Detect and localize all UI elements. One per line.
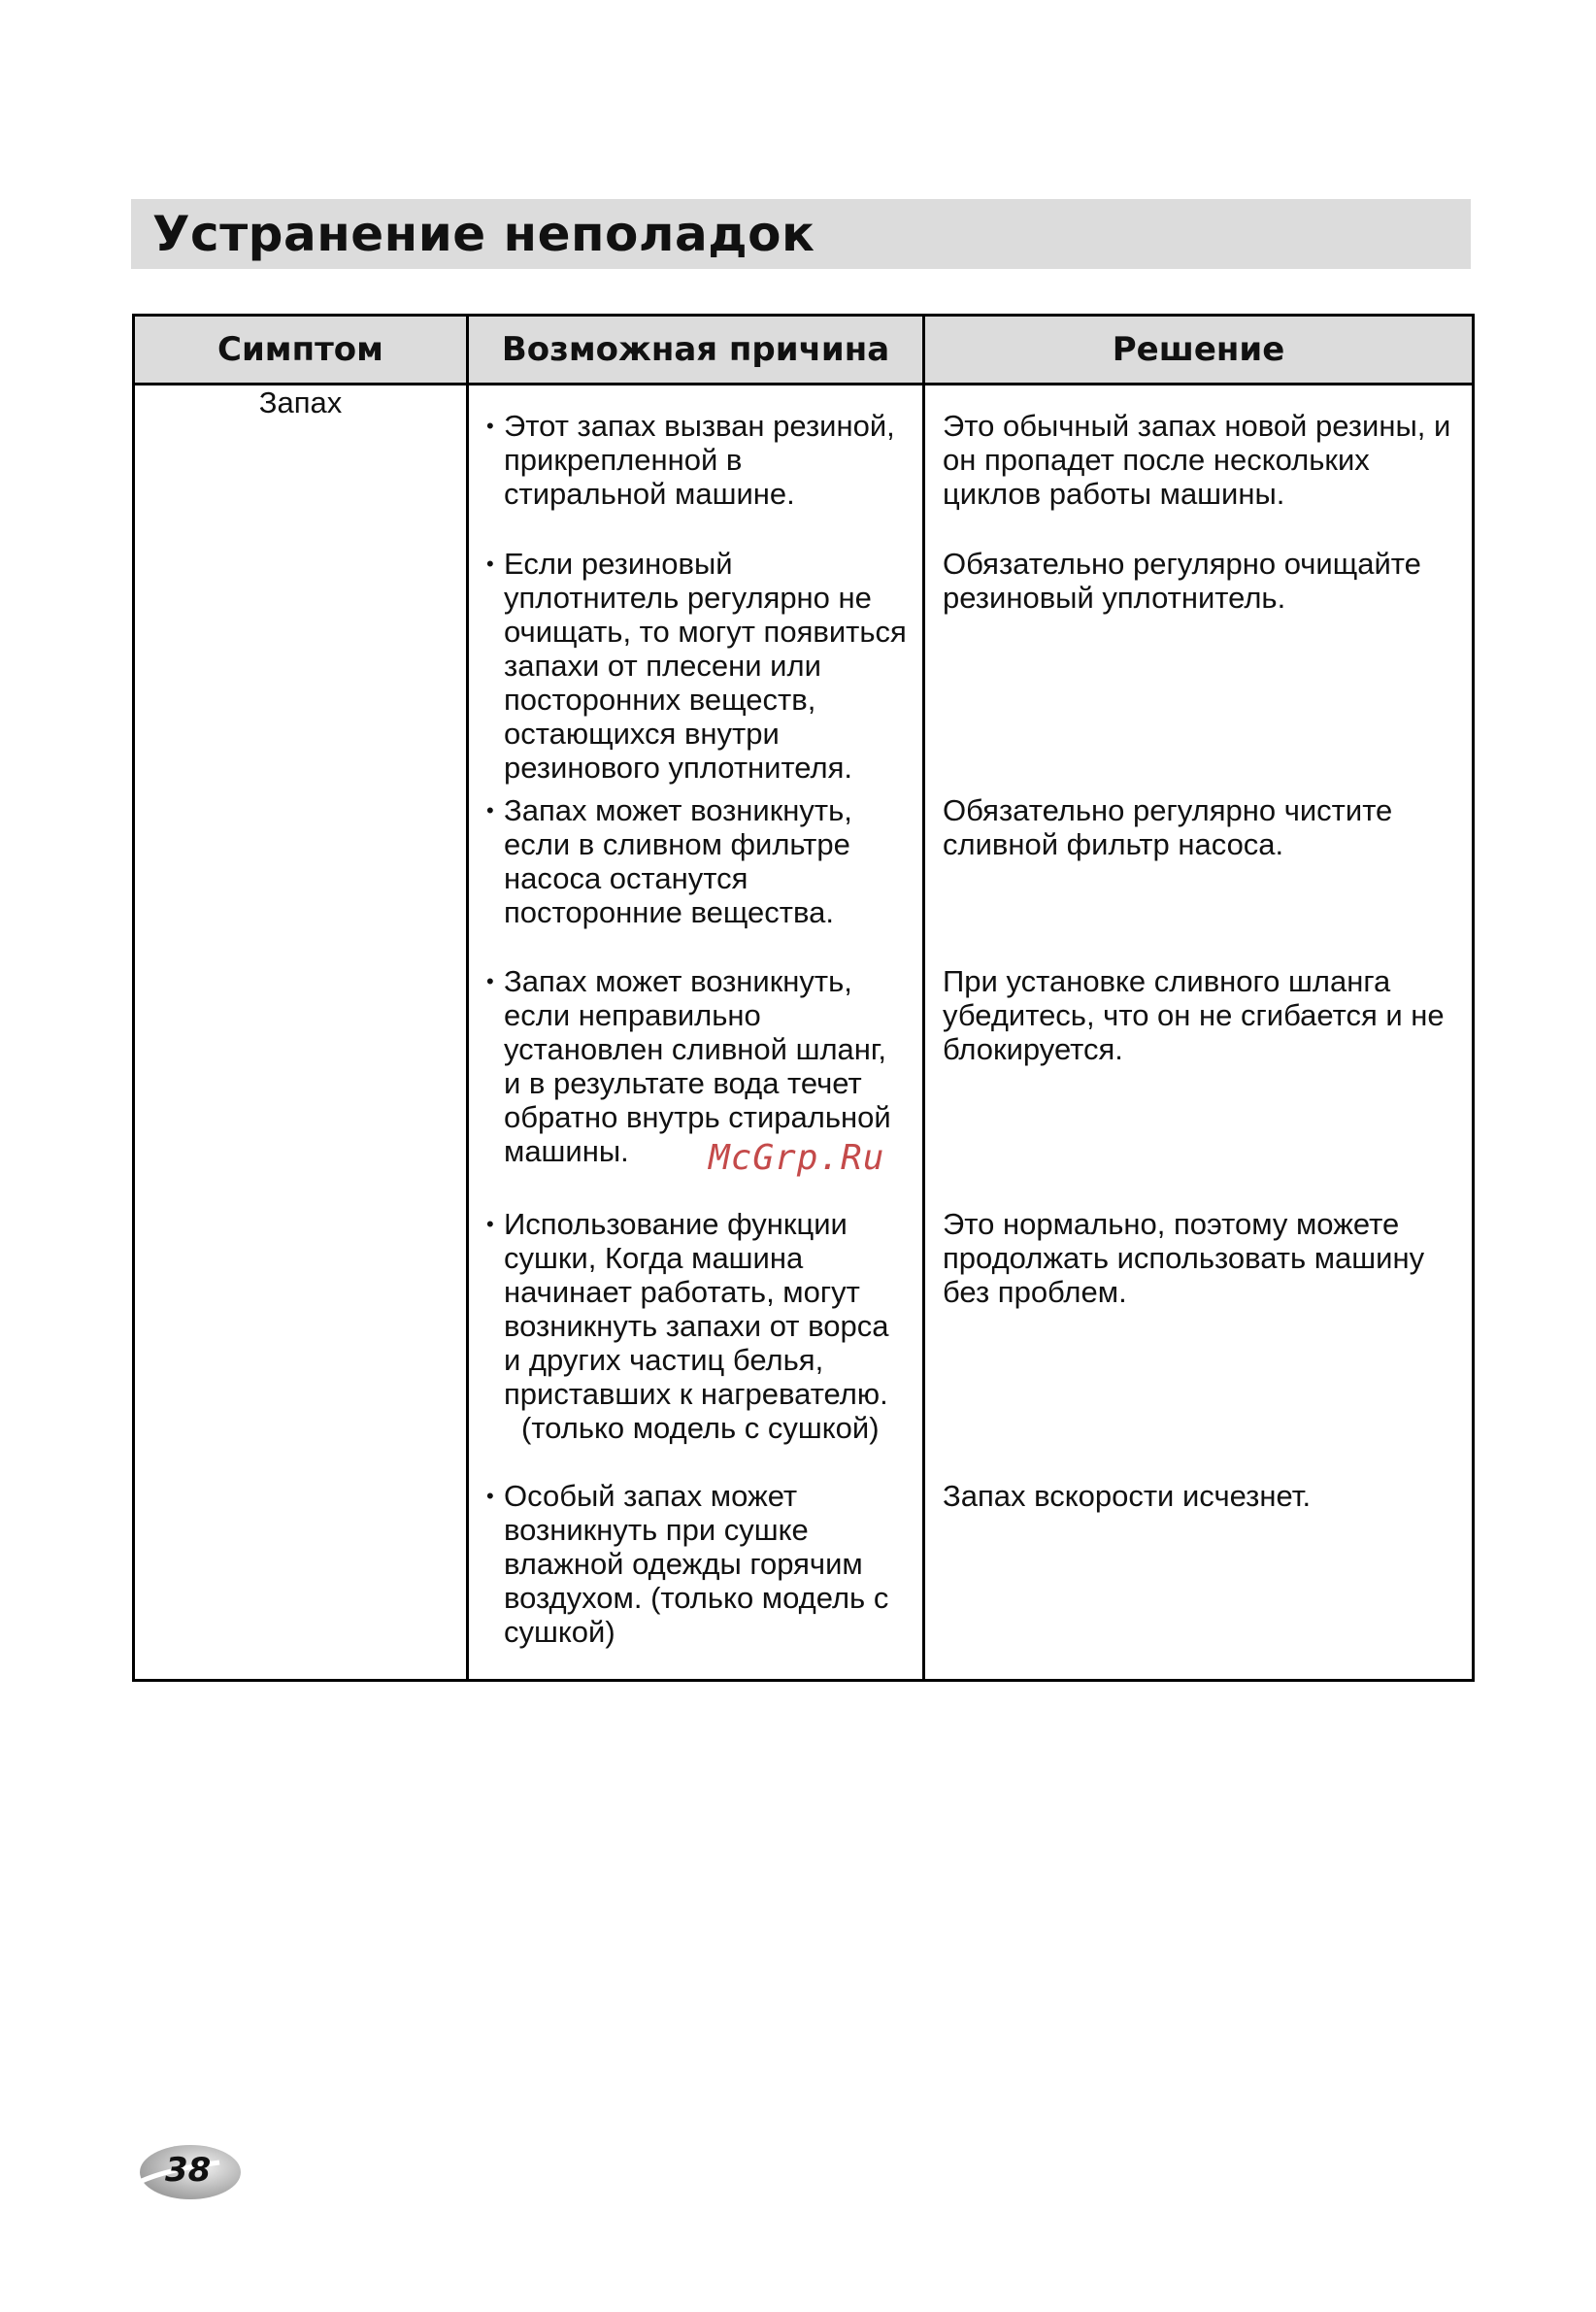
solution-item: Обязательно регулярно чистите сливной фильтр насоса. [943, 793, 1393, 861]
bullet-icon: • [486, 414, 494, 438]
title-bar [131, 199, 1471, 269]
cause-item: • Особый запах может возникнуть при сушке влажной одежды горячим воздухом. (только модель с сушкой) [486, 1479, 889, 1649]
cause-item: • Этот запах вызван резиной, прикрепленной в стиральной машине. [486, 409, 895, 511]
bullet-icon: • [486, 1212, 494, 1236]
solutions-cell [924, 385, 1474, 1681]
cause-item: • Запах может возникнуть, если в сливном фильтре насоса останутся посторонние вещества. [486, 793, 852, 929]
solution-item: Обязательно регулярно очищайте резиновый уплотнитель. [943, 547, 1421, 615]
solution-item: Запах вскорости исчезнет. [943, 1479, 1312, 1513]
dryer-model-note: (только модель с сушкой) [521, 1411, 880, 1445]
solution-item: Это обычный запах новой резины, и он пропадет после нескольких циклов работы машины. [943, 409, 1451, 511]
cause-item: • Использование функции сушки, Когда машина начинает работать, могут возникнуть запахи от ворса и других частиц белья, приставших к нагревателю. (только модель с сушкой) [486, 1207, 907, 1444]
bullet-icon: • [486, 969, 494, 993]
header-cause: Возможная причина [468, 316, 924, 385]
page-number: 38 [165, 2151, 212, 2190]
page-number-badge [132, 2141, 243, 2203]
solution-item: При установке сливного шланга убедитесь, что он не сгибается и не блокируется. [943, 964, 1445, 1066]
cause-item: • Запах может возникнуть, если неправильно установлен сливной шланг, и в результате вода течет обратно внутрь стиральной машины. [486, 964, 891, 1168]
header-solution: Решение [924, 316, 1474, 385]
page-title: Устранение неполадок [152, 206, 815, 262]
cause-item: • Если резиновый уплотнитель регулярно не очищать, то могут появиться запахи от плесени или посторонних веществ, остающихся внутри резинового уплотнителя. [486, 547, 907, 785]
watermark: McGrp.Ru [709, 1138, 885, 1178]
bullet-icon: • [486, 1484, 494, 1508]
symptom-cell: Запах [134, 385, 468, 1681]
table-row [134, 385, 1474, 1681]
solution-item: Это нормально, поэтому можете продолжать использовать машину без проблем. [943, 1207, 1425, 1309]
bullet-icon: • [486, 798, 494, 822]
causes-cell [468, 385, 924, 1681]
table-header-row [134, 316, 1474, 385]
troubleshooting-table [132, 314, 1475, 1682]
bullet-icon: • [486, 552, 494, 576]
header-symptom: Симптом [134, 316, 468, 385]
